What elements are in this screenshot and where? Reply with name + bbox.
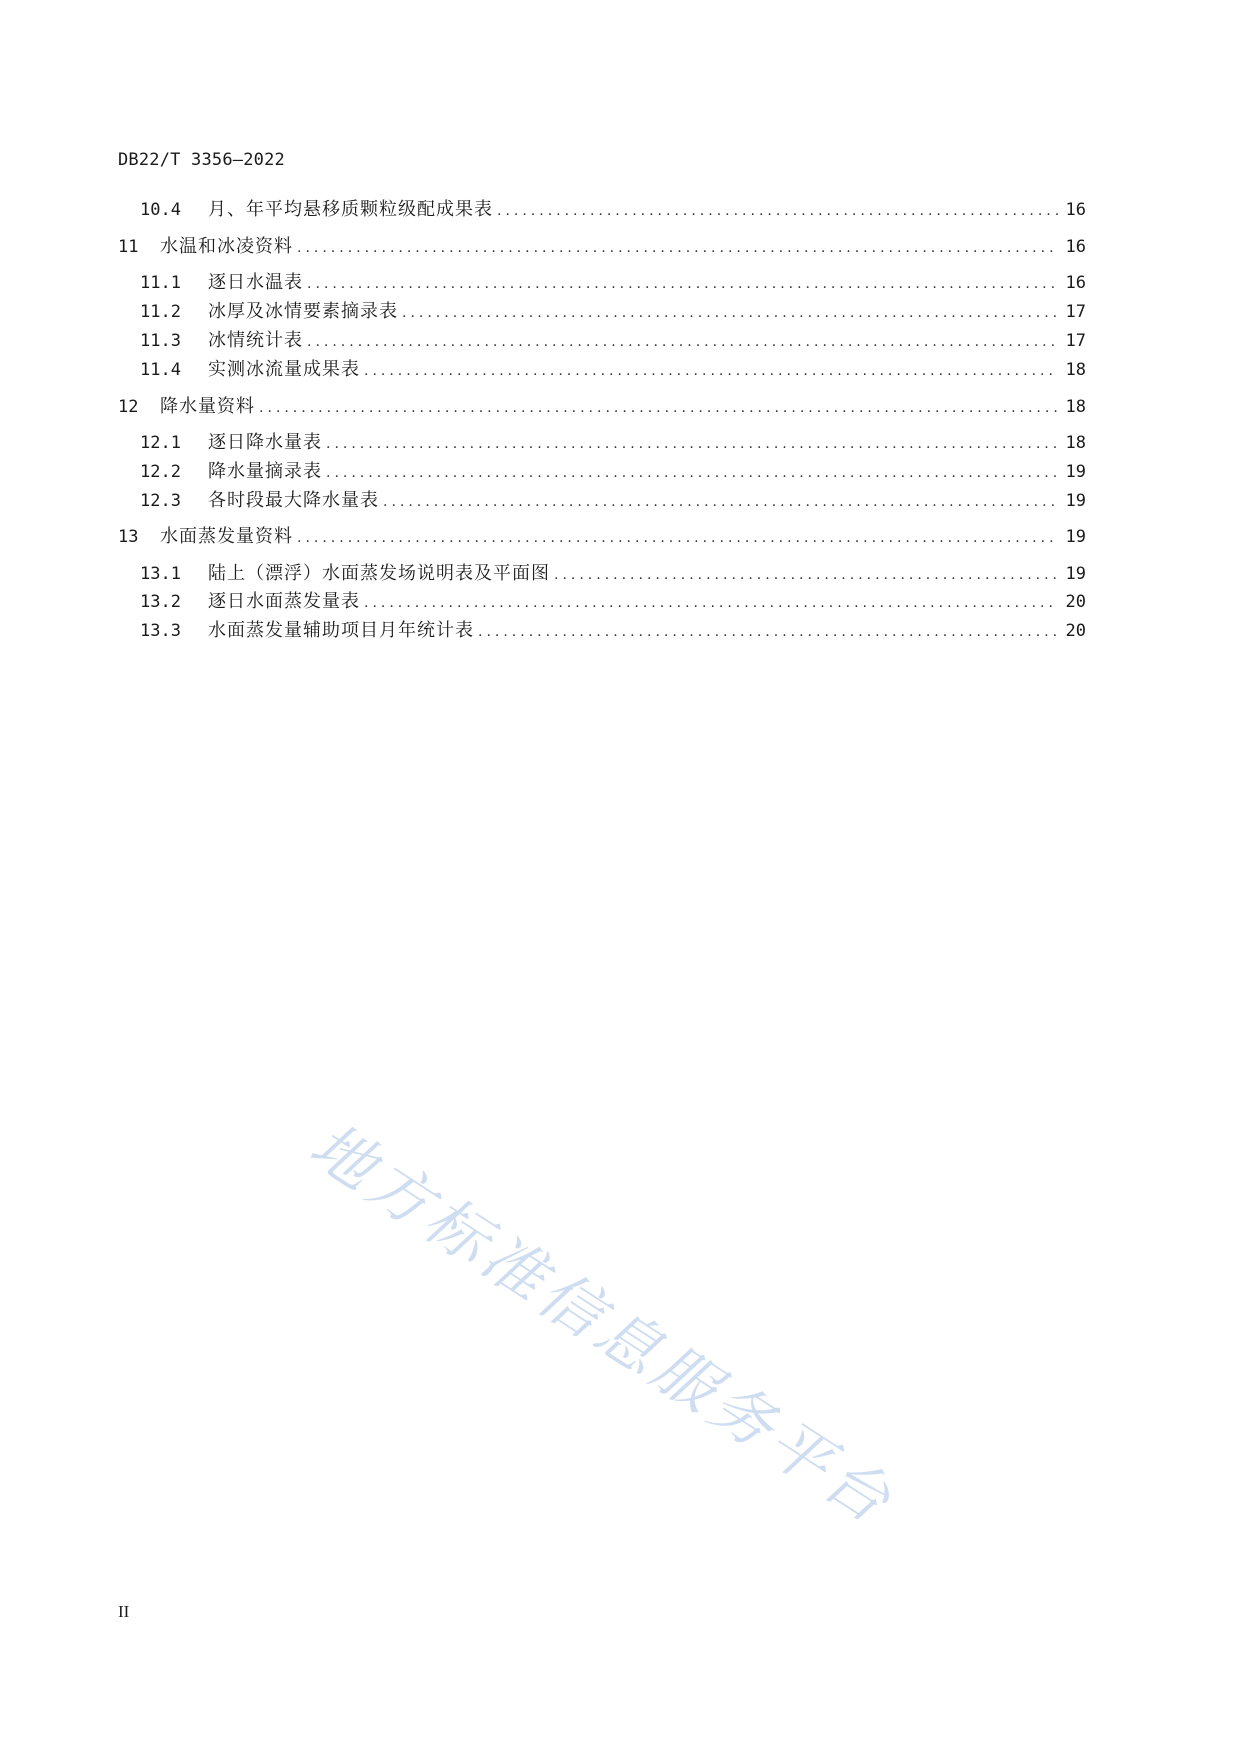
- toc-entry-page: 18: [1065, 433, 1086, 453]
- toc-entry[interactable]: [118, 619, 1086, 643]
- toc-entry[interactable]: [118, 198, 1086, 222]
- toc-dot-leader: [478, 620, 1058, 644]
- toc-entry-page: 19: [1065, 462, 1086, 482]
- toc-entry-number: 12.3: [140, 491, 181, 511]
- toc-entry-title: 逐日水温表: [208, 272, 303, 293]
- toc-entry-number: 10.4: [140, 200, 181, 220]
- toc-entry[interactable]: [118, 489, 1086, 513]
- toc-entry-title: 实测冰流量成果表: [208, 359, 360, 380]
- toc-dot-leader: [326, 432, 1058, 456]
- toc-entry[interactable]: [118, 590, 1086, 614]
- toc-entry-number: 11.4: [140, 360, 181, 380]
- toc-entry-title: 水温和冰凌资料: [160, 236, 293, 257]
- toc-entry-page: 19: [1065, 491, 1086, 511]
- toc-entry-page: 17: [1065, 331, 1086, 351]
- toc-entry-page: 16: [1065, 237, 1086, 257]
- toc-entry[interactable]: [118, 460, 1086, 484]
- toc-entry-number: 13.1: [140, 564, 181, 584]
- toc-entry-page: 20: [1065, 621, 1086, 641]
- toc-entry-title: 降水量资料: [160, 396, 255, 417]
- toc-dot-leader: [383, 490, 1058, 514]
- toc-dot-leader: [364, 359, 1058, 383]
- toc-entry[interactable]: [118, 271, 1086, 295]
- toc-dot-leader: [326, 461, 1058, 485]
- toc-dot-leader: [497, 199, 1058, 223]
- toc-entry-page: 19: [1065, 527, 1086, 547]
- toc-dot-leader: [307, 330, 1058, 354]
- toc-entry-number: 11: [118, 237, 139, 257]
- toc-entry-title: 陆上（漂浮）水面蒸发场说明表及平面图: [208, 563, 550, 584]
- toc-entry-page: 16: [1065, 200, 1086, 220]
- toc-entry-title: 月、年平均悬移质颗粒级配成果表: [208, 199, 493, 220]
- toc-entry-page: 16: [1065, 273, 1086, 293]
- toc-entry-title: 各时段最大降水量表: [208, 490, 379, 511]
- toc-entry-page: 18: [1065, 360, 1086, 380]
- toc-entry-page: 18: [1065, 397, 1086, 417]
- toc-entry-title: 降水量摘录表: [208, 461, 322, 482]
- toc-entry-number: 11.2: [140, 302, 181, 322]
- toc-entry[interactable]: [118, 235, 1086, 259]
- toc-entry-number: 12: [118, 397, 139, 417]
- toc-entry-title: 水面蒸发量资料: [160, 526, 293, 547]
- toc-dot-leader: [364, 591, 1058, 615]
- toc-entry-title: 逐日降水量表: [208, 432, 322, 453]
- toc-dot-leader: [297, 526, 1058, 550]
- watermark-text: 地方标准信息服务平台: [297, 1108, 908, 1540]
- toc-entry[interactable]: [118, 300, 1086, 324]
- toc-entry-number: 13.2: [140, 592, 181, 612]
- toc-entry-title: 冰厚及冰情要素摘录表: [208, 301, 398, 322]
- toc-entry-number: 13.3: [140, 621, 181, 641]
- toc-dot-leader: [554, 563, 1058, 587]
- toc-entry[interactable]: [118, 525, 1086, 549]
- page-number: II: [118, 1602, 130, 1621]
- toc-entry-number: 13: [118, 527, 139, 547]
- toc-dot-leader: [297, 236, 1058, 260]
- toc-dot-leader: [307, 272, 1058, 296]
- toc-entry-title: 冰情统计表: [208, 330, 303, 351]
- toc-entry[interactable]: [118, 395, 1086, 419]
- toc-entry[interactable]: [118, 431, 1086, 455]
- toc-entry-number: 12.1: [140, 433, 181, 453]
- toc-entry-page: 20: [1065, 592, 1086, 612]
- toc-entry-title: 逐日水面蒸发量表: [208, 591, 360, 612]
- toc-entry[interactable]: [118, 358, 1086, 382]
- toc-dot-leader: [402, 301, 1058, 325]
- toc-entry-number: 11.1: [140, 273, 181, 293]
- toc-entry-number: 11.3: [140, 331, 181, 351]
- toc-dot-leader: [259, 396, 1058, 420]
- toc-entry[interactable]: [118, 329, 1086, 353]
- toc-entry-page: 19: [1065, 564, 1086, 584]
- toc-entry-title: 水面蒸发量辅助项目月年统计表: [208, 620, 474, 641]
- toc-entry-page: 17: [1065, 302, 1086, 322]
- toc-entry[interactable]: [118, 562, 1086, 586]
- standard-code-header: DB22/T 3356—2022: [118, 150, 285, 170]
- toc-entry-number: 12.2: [140, 462, 181, 482]
